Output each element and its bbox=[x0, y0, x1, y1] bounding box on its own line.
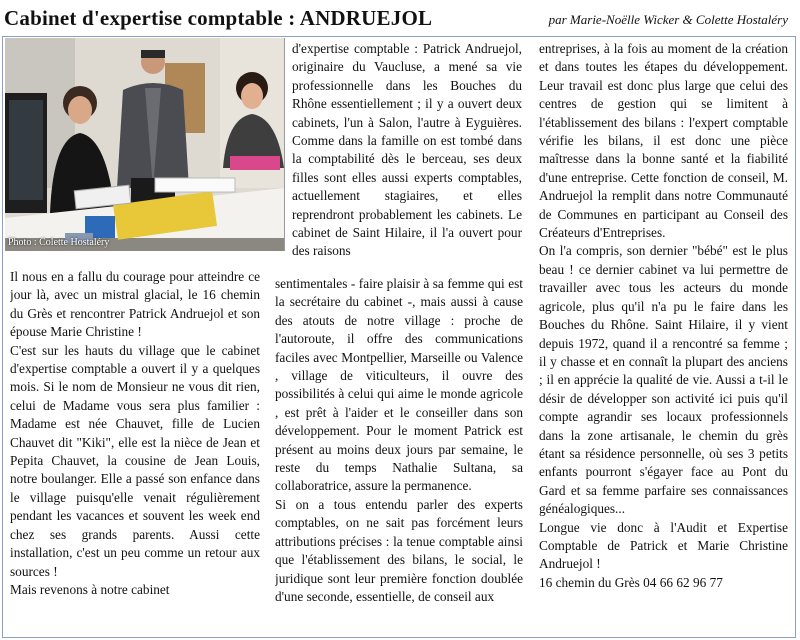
paragraph: On l'a compris, son dernier "bébé" est le plus beau ! ce dernier cabinet va lui permettre de travailler avec tous les acteurs du monde agricole, plus qu'il n'a pu le faire dans les Bouches du Rhône. Saint Hilaire, il y vient depuis 1972, quand il a rencontré sa femme ; il y chasse et en connaît la plupart des anciens ; il en apprécie la qualité de vie. Aussi a t-il le désir de développer son activité ici puis qu'il compte agrandir ses locaux professionnels dans la zone artisanale, le chemin du grès étant sa résidence personnelle, où ses 3 petits enfants pourront s'égayer face au Pont du Gard et sa femme parfaire ses connaissances généalogiques... bbox=[539, 243, 788, 517]
paragraph: entreprises, à la fois au moment de la création et dans toutes les étapes du développement. Leur travail est donc plus large que celui des centres de gestion qui se limitent à l'établissement des bilans : l'expert comptable vérifie les bilans, il est donc une pièce maîtresse dans la bonne santé et la fiabilité d'une entreprise. Cette fonction de conseil, M. Andruejol la remplit dans notre Communauté de Communes en participant au Conseil des Créateurs d'Entreprises. bbox=[539, 41, 788, 241]
photo-credit: Photo : Colette Hostaléry bbox=[8, 237, 110, 248]
paragraph: Longue vie donc à l'Audit et Expertise Comptable de Patrick et Marie Christine Andruejol ! bbox=[539, 519, 788, 572]
article-column-2 bbox=[275, 275, 523, 640]
paragraph: Il nous en a fallu du courage pour atteindre ce jour là, avec un mistral glacial, le 16 chemin du Grès et rencontrer Patrick Andruejol et son épouse Marie Christine ! bbox=[10, 269, 260, 340]
article-title: Cabinet d'expertise comptable : ANDRUEJOL bbox=[4, 6, 433, 30]
paragraph: Mais revenons à notre cabinet bbox=[10, 581, 170, 597]
article-column-2-top bbox=[292, 40, 522, 261]
paragraph: Si on a tous entendu parler des experts comptables, on ne sait pas forcément leurs attributions précises : la tenue comptable ainsi que l'établissement des bilans, le social, le juridique sont leur première fonction doublée d'une seconde, essentielle, de conseil aux bbox=[275, 496, 523, 604]
contact-line: 16 chemin du Grès 04 66 62 96 77 bbox=[539, 574, 723, 590]
office-photo-illustration bbox=[5, 38, 284, 251]
article-byline: par Marie-Noëlle Wicker & Colette Hostaléry bbox=[548, 12, 788, 27]
paragraph: d'expertise comptable : Patrick Andruejol, originaire du Vaucluse, a mené sa vie professionnelle dans les Bouches du Rhône essentiellement ; il y a ouvert deux cabinets, l'un à Salon, l'autre à Eyguières. Comme dans la famille on est tombé dans la comptabilité dès le berceau, ses deux filles sont elles aussi experts comptables, actuellement stagiaires, et elles reprendront probablement les cabinets. Le cabinet de Saint Hilaire, il l'a ouvert pour des raisons bbox=[292, 41, 522, 259]
article-column-3 bbox=[539, 40, 788, 640]
paragraph: C'est sur les hauts du village que le cabinet d'expertise comptable a ouvert il y a quelques mois. Si le nom de Monsieur ne vous dit rien, celui de Madame vous sera plus familier : Madame est née Chauvet, fille de Lucien Chauvet dit "Kiki", elle est la nièce de Jean et Pepita Chauvet, la cousine de Jean Louis, notre boulanger. Elle a passé son enfance dans le village puisqu'elle venait régulièrement pendant les vacances et souvent les week end chez ses grands parents. Aussi cette installation, c'est un peu comme un retour aux sources ! bbox=[10, 342, 260, 579]
paragraph: sentimentales - faire plaisir à sa femme qui est la secrétaire du cabinet -, mais aussi à cause des atouts de notre village : proche de l'autoroute, il offre des communications faciles avec Montpellier, Marseille ou Valence , village de viticulteurs, il ouvre des possibilités à celui qui aime le monde agricole , est prêt à l'aider et le conseiller dans son développement. Pour le moment Patrick est présent au moins deux jours par semaine, le reste du temps Nathalie Sultana, sa collaboratrice, assure la permanence. bbox=[275, 276, 523, 494]
office-photo bbox=[5, 38, 285, 251]
article-column-1 bbox=[10, 268, 260, 640]
